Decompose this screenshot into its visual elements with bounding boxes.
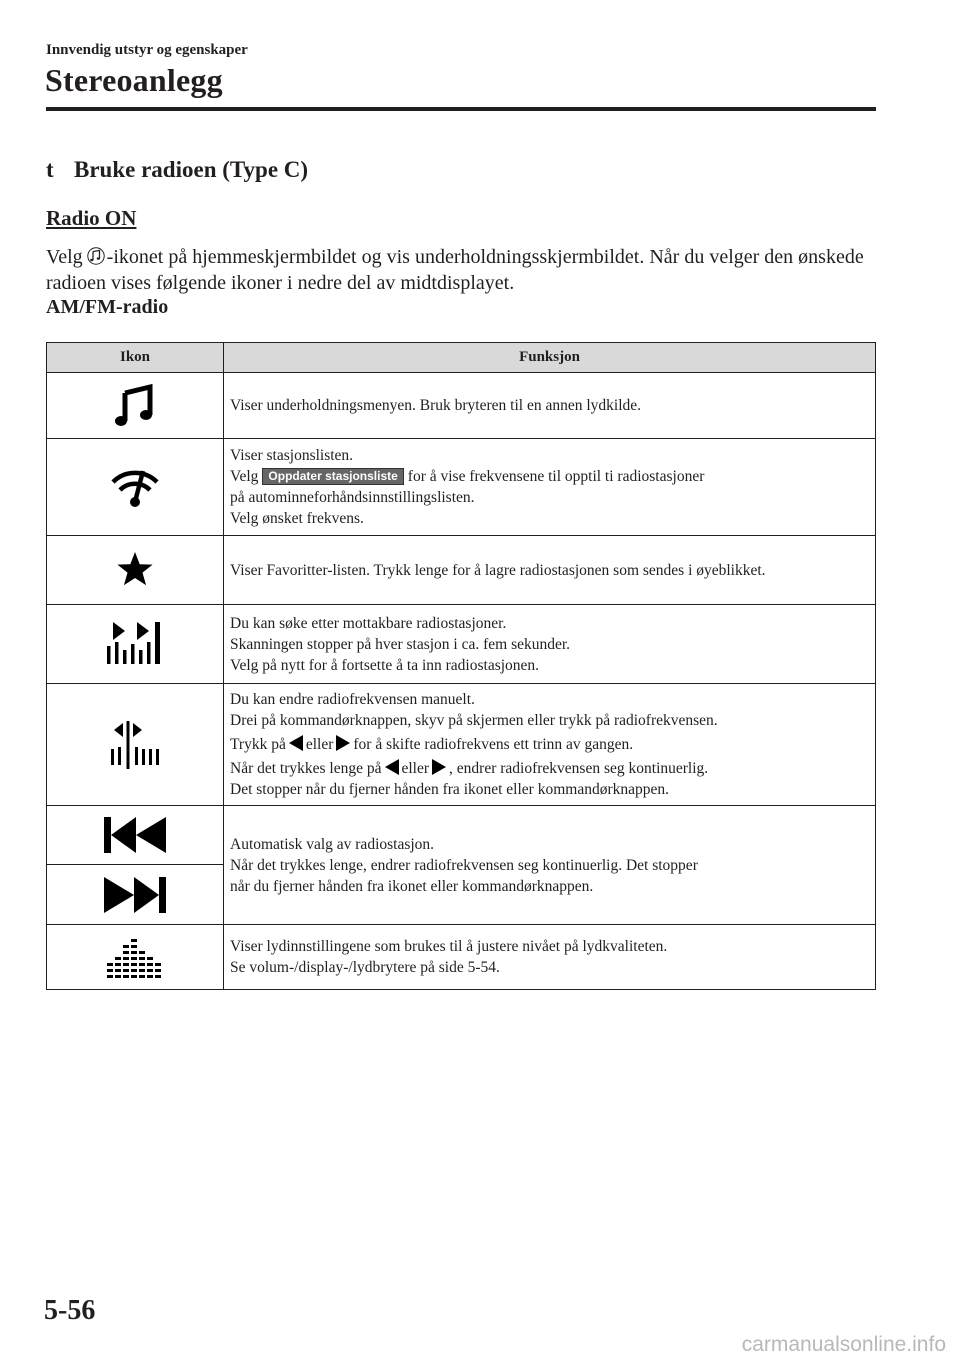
row-description: Viser underholdningsmenyen. Bruk bryteren til en annen lydkilde.	[224, 373, 876, 439]
page-title: Stereoanlegg	[45, 62, 223, 98]
section-bullet: t	[46, 157, 54, 182]
row-description: Du kan endre radiofrekvensen manuelt. Drei på kommandørknappen, skyv på skjermen eller trykk på radiofrekvensen. Trykk på eller for å skifte radiofrekvens ett trinn av gangen. Når det trykkes lenge på eller , endrer radiofrekvensen seg kontinuerlig. Det stopper når du fjerner hånden fra ikonet eller kommandørknappen.	[224, 684, 876, 806]
page-number: 5-56	[44, 1295, 96, 1326]
row-description: Automatisk valg av radiostasjon. Når det trykkes lenge, endrer radiofrekvensen seg kontinuerlig. Det stopper når du fjerner hånden fra ikonet eller kommandørknappen.	[224, 806, 876, 925]
table-row	[47, 684, 876, 806]
table-row	[47, 806, 876, 865]
chapter-title: Innvendig utstyr og egenskaper	[46, 42, 248, 58]
seek-back-icon	[102, 815, 168, 855]
update-station-list-button[interactable]: Oppdater stasjonsliste	[262, 468, 403, 485]
table-row	[47, 925, 876, 990]
table-row	[47, 536, 876, 605]
scan-icon	[105, 620, 165, 668]
sound-settings-icon	[106, 935, 164, 979]
right-triangle-icon	[336, 735, 350, 751]
title-rule	[46, 107, 876, 111]
intro-text-1: Velg	[46, 246, 83, 268]
watermark: carmanualsonline.info	[741, 1333, 946, 1356]
table-row	[47, 605, 876, 684]
icon-function-table	[46, 342, 876, 990]
row-description: Viser stasjonslisten. Velg Oppdater stasjonsliste for å vise frekvensene til opptil ti radiostasjoner på autominneforhåndsinnstillingslisten. Velg ønsket frekvens.	[224, 439, 876, 536]
table-header-row	[47, 343, 876, 373]
music-note-icon	[112, 383, 158, 429]
row-description: Viser Favoritter-listen. Trykk lenge for å lagre radiostasjonen som sendes i øyeblikket.	[224, 536, 876, 605]
intro-text-2: -ikonet på hjemmeskjermbildet og vis underholdningsskjermbildet. Når du velger den ønskede radioen vises følgende ikoner i nedre del av midtdisplayet.	[46, 246, 864, 294]
col-function-header: Funksjon	[224, 343, 876, 373]
subsection-title: Radio ON	[46, 206, 137, 230]
star-icon	[115, 550, 155, 590]
table-row	[47, 439, 876, 536]
table-row	[47, 373, 876, 439]
music-note-icon	[87, 246, 105, 264]
row-description: Du kan søke etter mottakbare radiostasjoner. Skanningen stopper på hver stasjon i ca. fem sekunder. Velg på nytt for å fortsette å ta inn radiostasjonen.	[224, 605, 876, 684]
col-icon-header: Ikon	[47, 343, 224, 373]
section-heading	[46, 157, 308, 183]
row-description: Viser lydinnstillingene som brukes til å justere nivået på lydkvaliteten. Se volum-/display-/lydbrytere på side 5-54.	[224, 925, 876, 990]
right-triangle-icon	[432, 759, 446, 775]
amfm-label: AM/FM-radio	[46, 296, 169, 318]
seek-forward-icon	[102, 875, 168, 915]
radio-signal-icon	[109, 464, 161, 510]
intro-paragraph	[46, 244, 876, 296]
left-triangle-icon	[385, 759, 399, 775]
page-reference-link[interactable]: Se volum-/display-/lydbrytere på side 5-54.	[230, 959, 500, 976]
left-triangle-icon	[289, 735, 303, 751]
tune-icon	[109, 719, 161, 771]
section-title: Bruke radioen (Type C)	[74, 157, 309, 182]
